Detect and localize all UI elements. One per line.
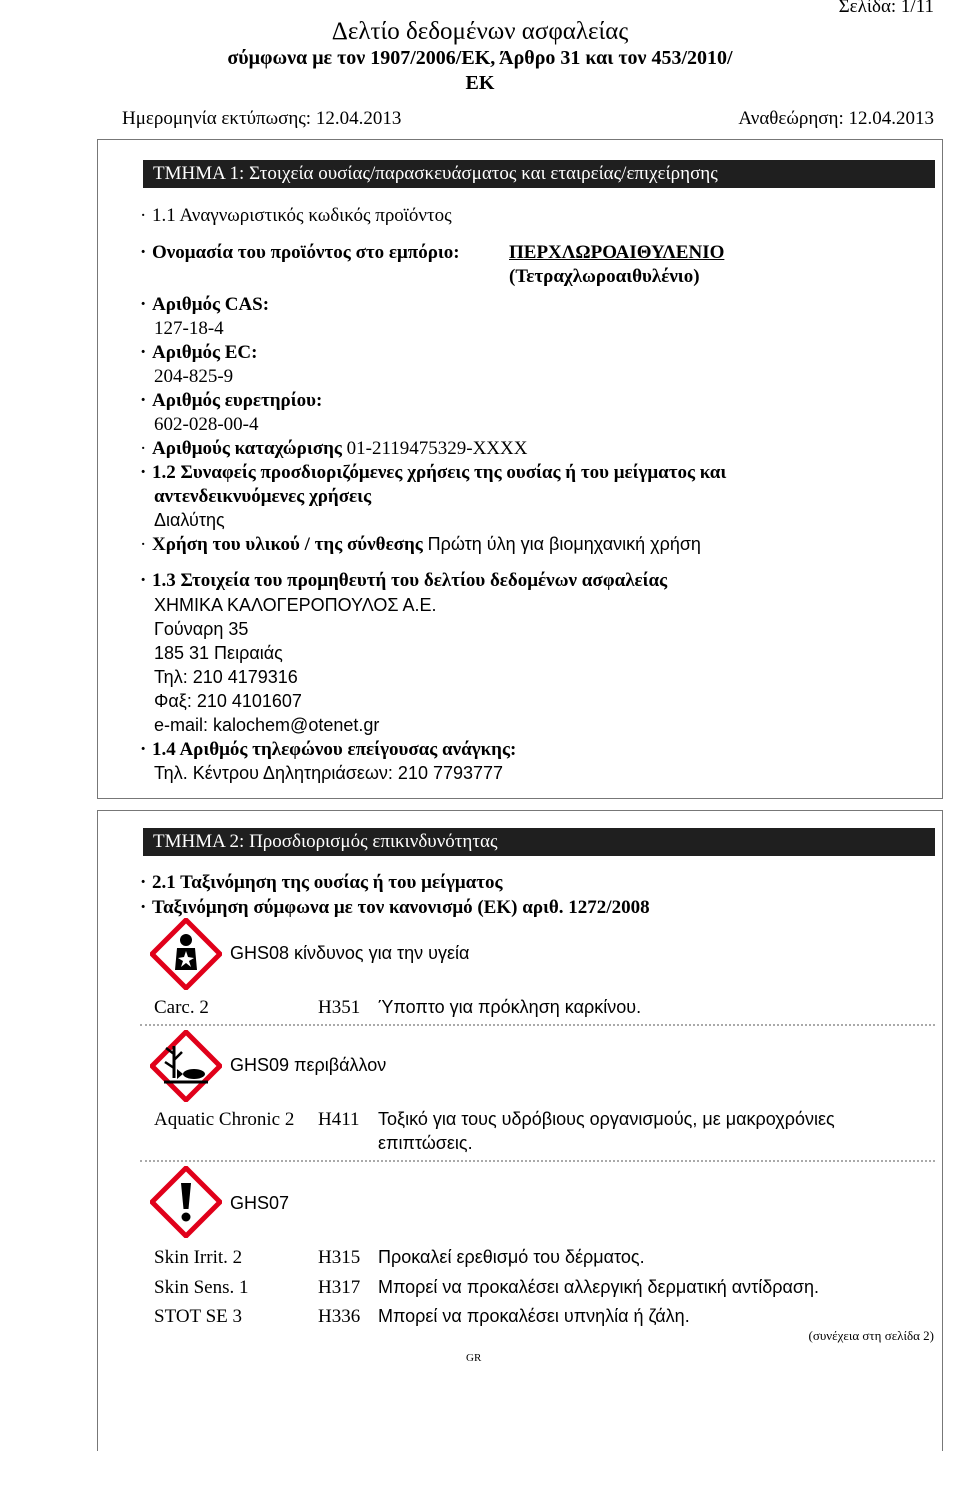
trade-name-label: · Ονομασία του προϊόντος στο εμπόριο: [140,242,460,263]
ghs07-label: GHS07 [230,1193,290,1213]
company-fax: Φαξ: 210 4101607 [154,691,302,711]
ghs09-label: GHS09 περιβάλλον [230,1055,387,1075]
section-1-heading: ΤΜΗΜΑ 1: Στοιχεία ουσίας/παρασκευάσματος και εταιρείας/επιχείρησης [143,160,935,188]
country-code: GR [466,1352,482,1364]
s13-title: · 1.3 Στοιχεία του προμηθευτή του δελτίου δεδομένων ασφαλείας [140,570,668,591]
hazard-statement: Τοξικό για τους υδρόβιους οργανισμούς, με μακροχρόνιες [378,1109,835,1129]
hazard-statement: Μπορεί να προκαλέσει αλλεργική δερματική αντίδραση. [378,1277,820,1297]
ec-value: 204-825-9 [154,366,234,387]
document-subtitle-line2: ΕΚ [465,72,495,94]
company-tel: Τηλ: 210 4179316 [154,667,298,687]
trade-name-value: ΠΕΡΧΛΩΡΟΑΙΘΥΛΕΝΙΟ [509,242,725,263]
hazard-statement: Μπορεί να προκαλέσει υπνηλία ή ζάλη. [378,1306,690,1326]
s12-title-line2: αντενδεικνυόμενες χρήσεις [154,486,372,507]
registration-number: · Αριθμούς καταχώρισης 01-2119475329-XXXX [140,438,528,459]
hazard-code: H411 [318,1109,360,1130]
exclamation-mark-icon [150,1166,222,1238]
hazard-code: H351 [318,997,361,1018]
separator [140,1024,935,1026]
s12-title-line1: · 1.2 Συναφείς προσδιοριζόμενες χρήσεις της ουσίας ή του μείγματος και [140,462,727,483]
s11-title: · 1.1 Αναγνωριστικός κωδικός προϊόντος [140,205,452,226]
hazard-class: STOT SE 3 [154,1306,242,1327]
document-title: Δελτίο δεδομένων ασφαλείας [331,18,629,45]
ec-label: · Αριθμός EC: [140,342,258,363]
company-street: Γούναρη 35 [154,619,249,639]
company-city: 185 31 Πειραιάς [154,643,283,663]
trade-name-alt: (Τετραχλωροαιθυλένιο) [509,266,700,287]
hazard-statement-cont: επιπτώσεις. [378,1133,473,1153]
cas-value: 127-18-4 [154,318,224,339]
company-email: e-mail: kalochem@otenet.gr [154,715,380,735]
cas-label: · Αριθμός CAS: [140,294,270,315]
hazard-code: H315 [318,1247,361,1268]
index-label: · Αριθμός ευρετηρίου: [140,390,323,411]
page-number: Σελίδα: 1/11 [838,0,934,17]
hazard-code: H317 [318,1277,361,1298]
hazard-statement: Ύποπτο για πρόκληση καρκίνου. [378,997,642,1017]
revision-date: Αναθεώρηση: 12.04.2013 [738,108,934,129]
document-subtitle-line1: σύμφωνα με τον 1907/2006/ΕΚ, Άρθρο 31 και τον 453/2010/ [227,47,733,69]
continued-note: (συνέχεια στη σελίδα 2) [808,1328,934,1343]
index-value: 602-028-00-4 [154,414,259,435]
separator [140,1160,935,1162]
s14-title: · 1.4 Αριθμός τηλεφώνου επείγουσας ανάγκης: [140,739,517,760]
environment-icon [150,1030,222,1102]
hazard-class: Aquatic Chronic 2 [154,1109,295,1130]
print-date: Ημερομηνία εκτύπωσης: 12.04.2013 [122,108,402,129]
classification-title: · Ταξινόμηση σύμφωνα με τον κανονισμό (ΕΚ) αριθ. 1272/2008 [140,897,650,918]
hazard-class: Skin Sens. 1 [154,1277,249,1298]
hazard-class: Skin Irrit. 2 [154,1247,243,1268]
hazard-code: H336 [318,1306,361,1327]
health-hazard-icon [150,918,222,990]
hazard-statement: Προκαλεί ερεθισμό του δέρματος. [378,1247,645,1267]
hazard-class: Carc. 2 [154,997,209,1018]
section-2-heading: ΤΜΗΜΑ 2: Προσδιορισμός επικινδυνότητας [143,828,935,856]
material-use: · Χρήση του υλικού / της σύνθεσης Πρώτη ύλη για βιομηχανική χρήση [140,534,701,555]
s12-use: Διαλύτης [154,510,225,530]
emergency-phone: Τηλ. Κέντρου Δηλητηριάσεων: 210 7793777 [154,763,504,783]
company-name: ΧΗΜΙΚΑ ΚΑΛΟΓΕΡΟΠΟΥΛΟΣ Α.Ε. [154,595,437,615]
s21-title: · 2.1 Ταξινόμηση της ουσίας ή του μείγματος [140,872,503,893]
ghs08-label: GHS08 κίνδυνος για την υγεία [230,943,470,963]
